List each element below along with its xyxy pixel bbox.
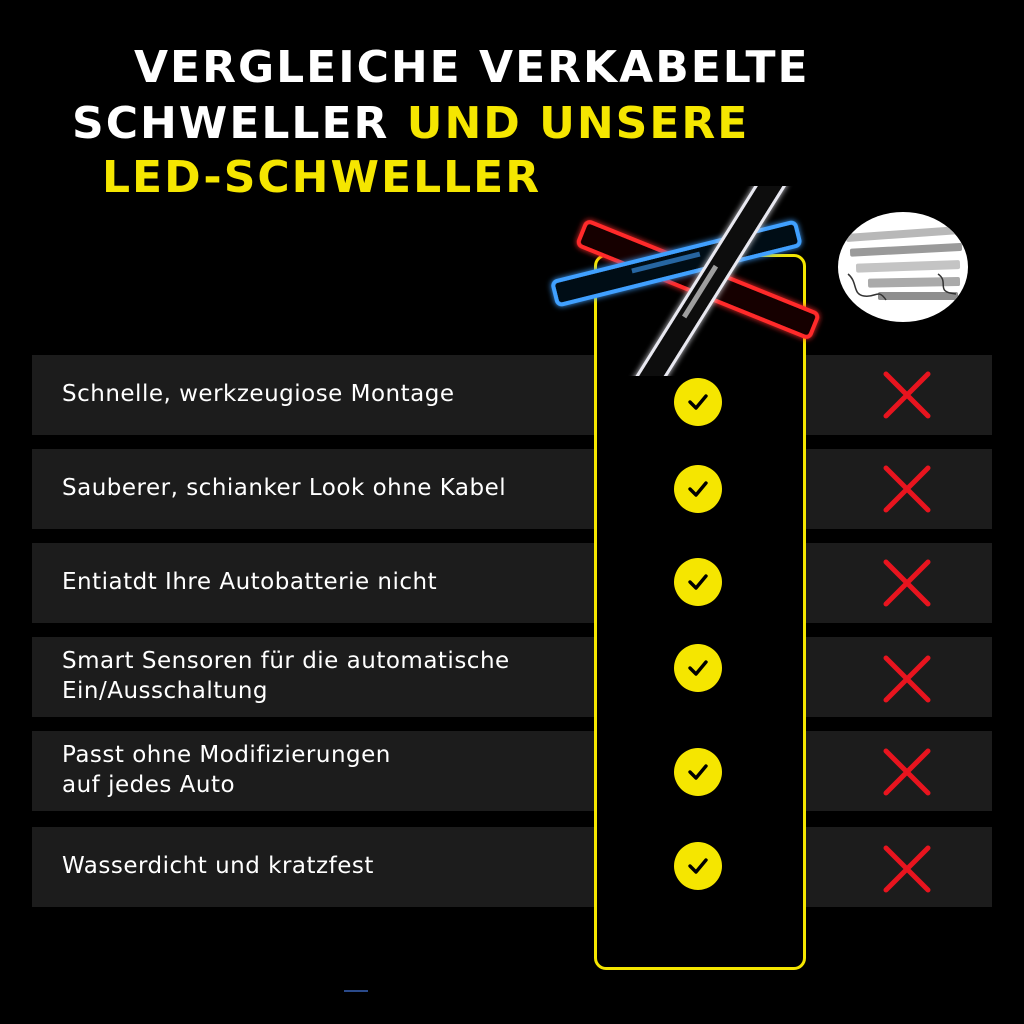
check-icon bbox=[674, 842, 722, 890]
headline-line-2 bbox=[72, 98, 750, 149]
cross-icon bbox=[880, 462, 934, 516]
cross-icon bbox=[880, 556, 934, 610]
decorative-dash bbox=[344, 990, 368, 992]
feature-label: Entiatdt Ihre Autobatterie nicht bbox=[62, 569, 438, 596]
cross-icon bbox=[880, 745, 934, 799]
cross-icon bbox=[880, 652, 934, 706]
table-row bbox=[32, 449, 992, 529]
table-row bbox=[32, 637, 992, 717]
table-row bbox=[32, 355, 992, 435]
feature-label: Smart Sensoren für die automatische Ein/Ausschaltung bbox=[62, 648, 510, 704]
cross-icon bbox=[880, 842, 934, 896]
feature-label: Schnelle, werkzeugiose Montage bbox=[62, 381, 455, 408]
table-row bbox=[32, 827, 992, 907]
headline-line-1: VERGLEICHE VERKABELTE bbox=[134, 42, 810, 93]
check-icon bbox=[674, 748, 722, 796]
feature-label: Sauberer, schianker Look ohne Kabel bbox=[62, 475, 507, 502]
headline-line-3: LED-SCHWELLER bbox=[102, 152, 542, 203]
led-sill-product-image bbox=[540, 186, 830, 376]
table-row bbox=[32, 731, 992, 811]
feature-label: Passt ohne Modifizierungen auf jedes Auto bbox=[62, 742, 391, 798]
wired-sill-image bbox=[838, 212, 968, 322]
feature-label: Wasserdicht und kratzfest bbox=[62, 853, 374, 880]
headline-line-2-yellow: UND UNSERE bbox=[406, 98, 750, 149]
headline-line-2-white: SCHWELLER bbox=[72, 98, 407, 149]
table-row bbox=[32, 543, 992, 623]
check-icon bbox=[674, 558, 722, 606]
cross-icon bbox=[880, 368, 934, 422]
check-icon bbox=[674, 465, 722, 513]
check-icon bbox=[674, 644, 722, 692]
check-icon bbox=[674, 378, 722, 426]
